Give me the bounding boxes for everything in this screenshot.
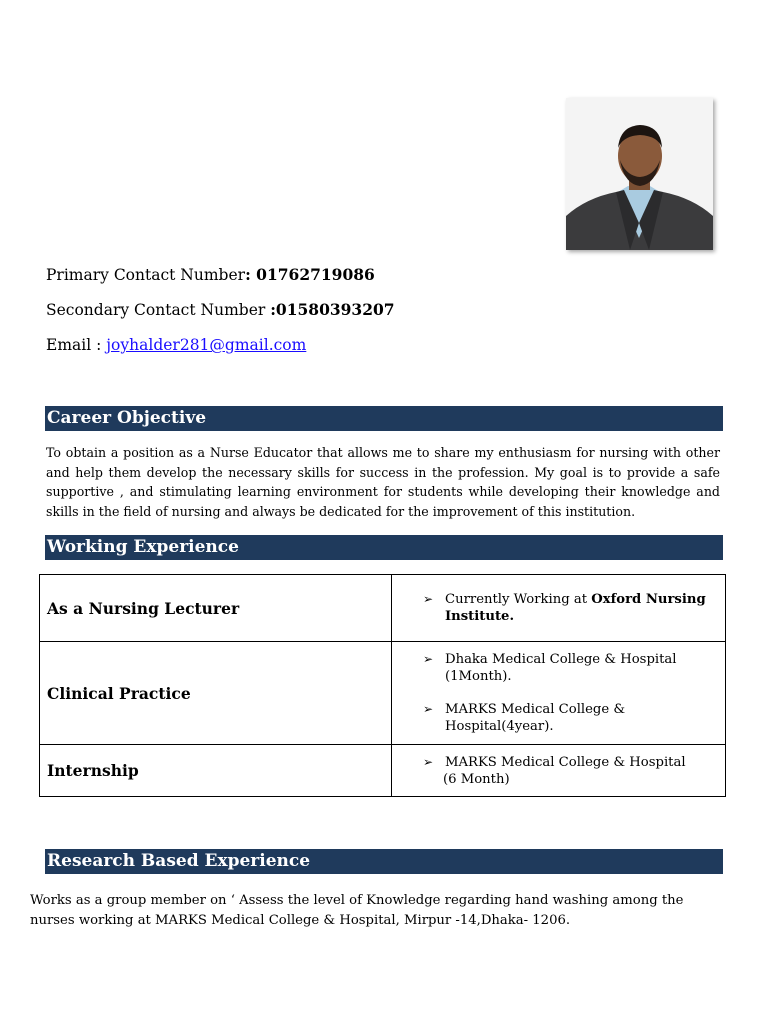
detail-cell xyxy=(392,642,726,745)
person-portrait-icon xyxy=(566,98,713,250)
secondary-contact-label: Secondary Contact Number xyxy=(46,301,271,319)
email-link[interactable]: joyhalder281@gmail.com xyxy=(106,336,307,354)
email-contact xyxy=(46,335,306,355)
research-text: Works as a group member on ‘ Assess the level of Knowledge regarding hand washing among the nurses working at MARKS Medical College & Hospital, Mirpur -14,Dhaka- 1206. xyxy=(30,893,684,928)
career-objective-heading: Career Objective xyxy=(45,406,723,431)
detail-cell xyxy=(392,575,726,642)
item-bold-text: Oxford Nursing Institute. xyxy=(445,592,706,624)
list-item: ➢ MARKS Medical College & Hospital(4year). xyxy=(423,701,719,735)
secondary-contact xyxy=(46,300,395,320)
research-heading: Research Based Experience xyxy=(45,849,723,874)
role-internship: Internship xyxy=(40,745,392,797)
table-row xyxy=(40,745,726,797)
role-nursing-lecturer: As a Nursing Lecturer xyxy=(40,575,392,642)
working-experience-heading: Working Experience xyxy=(45,535,723,560)
list-item: ➢ Dhaka Medical College & Hospital (1Month). xyxy=(423,651,719,685)
list-item xyxy=(423,591,719,625)
role-clinical-practice: Clinical Practice xyxy=(40,642,392,745)
list-item: ➢ MARKS Medical College & Hospital xyxy=(423,754,719,771)
profile-photo xyxy=(566,98,713,250)
table-row xyxy=(40,642,726,745)
item-text: Currently Working at xyxy=(445,592,592,607)
career-objective-text: To obtain a position as a Nurse Educator that allows me to share my enthusiasm for nursing with other and help them develop the necessary skills for success in the profession. My goal is to provide a safe supportive , and stimulating learning environment for students while developing their knowledge and skills in the field of nursing and always be dedicated for the improvement of this institution. xyxy=(46,445,720,519)
primary-contact-label: Primary Contact Number xyxy=(46,266,246,284)
working-experience-table xyxy=(39,574,726,797)
primary-contact xyxy=(46,265,375,285)
email-label: Email : xyxy=(46,336,107,354)
table-row xyxy=(40,575,726,642)
secondary-contact-value: :01580393207 xyxy=(270,300,395,319)
detail-cell xyxy=(392,745,726,797)
primary-contact-value: : 01762719086 xyxy=(245,265,375,284)
list-item-continuation: (6 Month) xyxy=(443,771,510,787)
